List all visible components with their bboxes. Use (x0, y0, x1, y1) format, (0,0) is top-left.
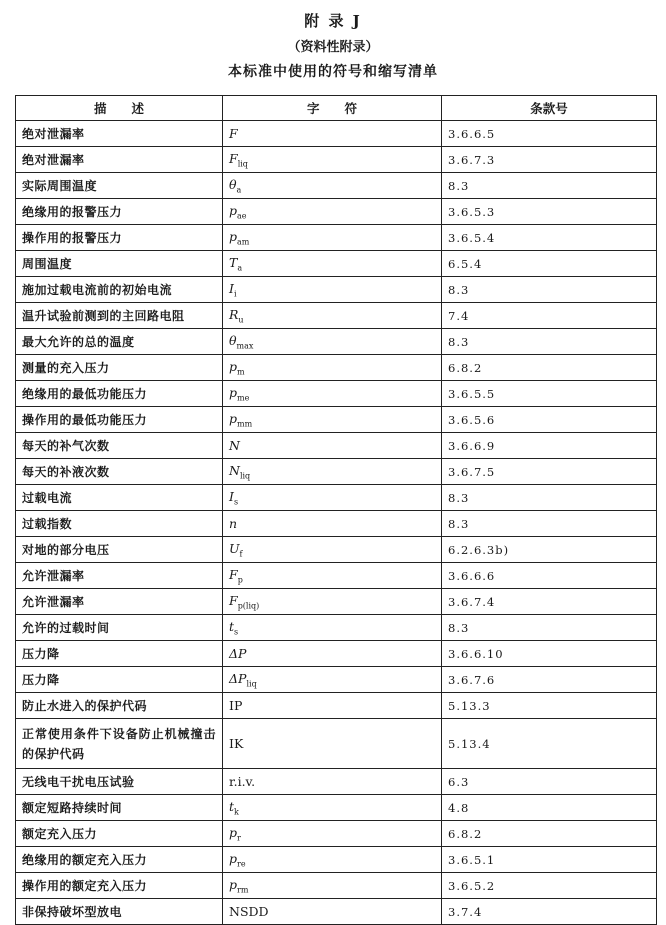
table-row (16, 769, 657, 795)
table-row (16, 899, 657, 925)
clause-cell: 6.3 (442, 769, 657, 795)
symbol-cell (223, 537, 442, 563)
description-cell: 绝缘用的额定充入压力 (16, 847, 223, 873)
symbol-subscript: k (234, 807, 239, 817)
symbol-subscript: f (239, 549, 243, 559)
table-row (16, 719, 657, 769)
description-cell: 施加过载电流前的初始电流 (16, 277, 223, 303)
description-cell: 压力降 (16, 641, 223, 667)
description-cell: 操作用的额定充入压力 (16, 873, 223, 899)
table-row (16, 303, 657, 329)
clause-cell: 8.3 (442, 277, 657, 303)
clause-cell: 6.2.6.3b) (442, 537, 657, 563)
symbol-main: R (229, 306, 239, 322)
clause-cell: 8.3 (442, 173, 657, 199)
symbol-cell (223, 667, 442, 693)
table-row (16, 641, 657, 667)
symbol-cell (223, 769, 442, 795)
symbol-cell (223, 225, 442, 251)
table-row (16, 355, 657, 381)
symbol-main: F (229, 566, 238, 582)
clause-cell: 3.6.6.6 (442, 563, 657, 589)
clause-cell: 3.6.7.3 (442, 147, 657, 173)
symbol-subscript: i (233, 289, 237, 299)
symbol-cell (223, 277, 442, 303)
symbol-cell (223, 795, 442, 821)
description-cell: 非保持破坏型放电 (16, 899, 223, 925)
description-cell: 额定充入压力 (16, 821, 223, 847)
symbol-cell (223, 433, 442, 459)
column-header-clause: 条款号 (442, 96, 657, 121)
symbol-cell (223, 407, 442, 433)
description-cell: 正常使用条件下设备防止机械撞击的保护代码 (16, 719, 223, 769)
table-row (16, 225, 657, 251)
table-row (16, 147, 657, 173)
symbol-subscript: u (238, 315, 244, 325)
appendix-type: （资料性附录） (287, 40, 379, 55)
symbol-subscript: re (237, 859, 246, 869)
symbol-main: p (229, 228, 238, 244)
description-cell: 绝缘用的报警压力 (16, 199, 223, 225)
symbol-main: I (229, 280, 234, 296)
table-row (16, 563, 657, 589)
table-row (16, 459, 657, 485)
description-cell: 绝对泄漏率 (16, 121, 223, 147)
clause-cell: 6.8.2 (442, 355, 657, 381)
symbol-cell (223, 589, 442, 615)
symbol-main: I (229, 488, 234, 504)
symbol-subscript: liq (246, 679, 257, 689)
description-cell: 允许泄漏率 (16, 563, 223, 589)
appendix-title: 附 录 J (304, 12, 362, 30)
clause-cell: 8.3 (442, 485, 657, 511)
symbol-main: θ (229, 176, 237, 192)
symbol-subscript: am (237, 237, 250, 247)
symbol-main: U (229, 540, 240, 556)
clause-cell: 3.7.4 (442, 899, 657, 925)
symbol-main: ΔP (229, 670, 247, 686)
symbol-cell (223, 329, 442, 355)
symbol-cell (223, 147, 442, 173)
table-row (16, 615, 657, 641)
table-row (16, 821, 657, 847)
description-cell: 允许的过载时间 (16, 615, 223, 641)
symbol-subscript: liq (239, 471, 251, 481)
description-cell: 最大允许的总的温度 (16, 329, 223, 355)
table-row (16, 381, 657, 407)
symbol-main: F (229, 150, 238, 166)
table-row (16, 589, 657, 615)
symbol-main: p (229, 384, 238, 400)
description-cell: 操作用的报警压力 (16, 225, 223, 251)
clause-cell: 3.6.6.5 (442, 121, 657, 147)
description-cell: 每天的补气次数 (16, 433, 223, 459)
symbol-cell (223, 641, 442, 667)
symbol-cell (223, 173, 442, 199)
symbols-table (15, 95, 657, 925)
symbol-subscript: r (237, 833, 241, 843)
symbol-main: t (229, 618, 235, 634)
table-row (16, 795, 657, 821)
table-row (16, 329, 657, 355)
symbol-cell (223, 821, 442, 847)
clause-cell: 3.6.5.1 (442, 847, 657, 873)
clause-cell: 5.13.4 (442, 719, 657, 769)
description-cell: 过载指数 (16, 511, 223, 537)
description-cell: 绝缘用的最低功能压力 (16, 381, 223, 407)
symbol-subscript: s (233, 497, 239, 507)
clause-cell: 3.6.5.2 (442, 873, 657, 899)
description-cell: 压力降 (16, 667, 223, 693)
symbol-main: p (229, 410, 238, 426)
table-row (16, 277, 657, 303)
symbol-subscript: p (237, 575, 243, 585)
clause-cell: 3.6.5.3 (442, 199, 657, 225)
description-cell: 过载电流 (16, 485, 223, 511)
symbol-cell (223, 563, 442, 589)
clause-cell: 3.6.5.4 (442, 225, 657, 251)
table-row (16, 511, 657, 537)
symbol-cell (223, 251, 442, 277)
description-cell: 测量的充入压力 (16, 355, 223, 381)
table-row (16, 485, 657, 511)
clause-cell: 4.8 (442, 795, 657, 821)
symbol-main: θ (229, 332, 237, 348)
symbol-main: F (229, 126, 238, 141)
symbol-cell (223, 381, 442, 407)
symbol-main: IK (229, 736, 244, 751)
symbol-subscript: s (234, 627, 239, 637)
clause-cell: 3.6.6.9 (442, 433, 657, 459)
symbol-cell (223, 719, 442, 769)
symbol-subscript: mm (237, 419, 253, 429)
table-row (16, 407, 657, 433)
symbol-subscript: a (236, 185, 242, 195)
clause-cell: 5.13.3 (442, 693, 657, 719)
symbol-cell (223, 615, 442, 641)
table-row (16, 173, 657, 199)
symbol-subscript: ae (237, 211, 247, 221)
description-cell: 操作用的最低功能压力 (16, 407, 223, 433)
symbol-main: T (229, 254, 238, 270)
table-row (16, 199, 657, 225)
table-caption: 本标准中使用的符号和缩写清单 (228, 64, 438, 80)
description-cell: 防止水进入的保护代码 (16, 693, 223, 719)
symbol-cell (223, 303, 442, 329)
symbol-subscript: liq (237, 159, 248, 169)
symbol-cell (223, 355, 442, 381)
table-row (16, 433, 657, 459)
clause-cell: 3.6.7.6 (442, 667, 657, 693)
symbol-main: IP (229, 698, 243, 713)
symbol-subscript: p(liq) (237, 601, 260, 611)
symbol-main: NSDD (229, 904, 269, 919)
table-row (16, 847, 657, 873)
clause-cell: 6.8.2 (442, 821, 657, 847)
symbol-subscript: a (237, 263, 243, 273)
symbol-cell (223, 485, 442, 511)
symbol-main: p (229, 876, 238, 892)
symbol-subscript: me (237, 393, 250, 403)
clause-cell: 6.5.4 (442, 251, 657, 277)
symbol-main: p (229, 202, 238, 218)
symbol-main: N (229, 462, 240, 478)
table-header-row (16, 96, 657, 121)
description-cell: 温升试验前测到的主回路电阻 (16, 303, 223, 329)
clause-cell: 8.3 (442, 329, 657, 355)
clause-cell: 3.6.5.6 (442, 407, 657, 433)
symbol-cell (223, 511, 442, 537)
clause-cell: 3.6.6.10 (442, 641, 657, 667)
table-row (16, 121, 657, 147)
description-cell: 对地的部分电压 (16, 537, 223, 563)
symbol-main: p (229, 824, 238, 840)
description-cell: 周围温度 (16, 251, 223, 277)
symbol-main: ΔP (229, 646, 247, 661)
clause-cell: 3.6.7.5 (442, 459, 657, 485)
symbol-main: r.i.v. (229, 774, 256, 789)
symbol-cell (223, 899, 442, 925)
description-cell: 额定短路持续时间 (16, 795, 223, 821)
description-cell: 每天的补液次数 (16, 459, 223, 485)
symbol-subscript: m (237, 367, 245, 377)
table-row (16, 667, 657, 693)
symbol-main: F (229, 592, 238, 608)
symbol-cell (223, 121, 442, 147)
table-row (16, 537, 657, 563)
clause-cell: 3.6.5.5 (442, 381, 657, 407)
column-header-description: 描 述 (16, 96, 223, 121)
description-cell: 允许泄漏率 (16, 589, 223, 615)
clause-cell: 8.3 (442, 615, 657, 641)
description-cell: 无线电干扰电压试验 (16, 769, 223, 795)
symbol-main: N (229, 438, 240, 453)
symbol-cell (223, 873, 442, 899)
clause-cell: 8.3 (442, 511, 657, 537)
symbol-cell (223, 693, 442, 719)
symbol-main: p (229, 850, 238, 866)
clause-cell: 3.6.7.4 (442, 589, 657, 615)
column-header-symbol: 字 符 (223, 96, 442, 121)
symbol-cell (223, 847, 442, 873)
symbol-main: t (229, 798, 235, 814)
description-cell: 实际周围温度 (16, 173, 223, 199)
description-cell: 绝对泄漏率 (16, 147, 223, 173)
table-row (16, 873, 657, 899)
clause-cell: 7.4 (442, 303, 657, 329)
table-row (16, 693, 657, 719)
symbol-cell (223, 199, 442, 225)
symbol-main: p (229, 358, 238, 374)
symbol-main: n (229, 516, 238, 531)
symbol-subscript: max (236, 341, 254, 351)
symbol-cell (223, 459, 442, 485)
symbol-subscript: rm (237, 885, 249, 895)
table-row (16, 251, 657, 277)
